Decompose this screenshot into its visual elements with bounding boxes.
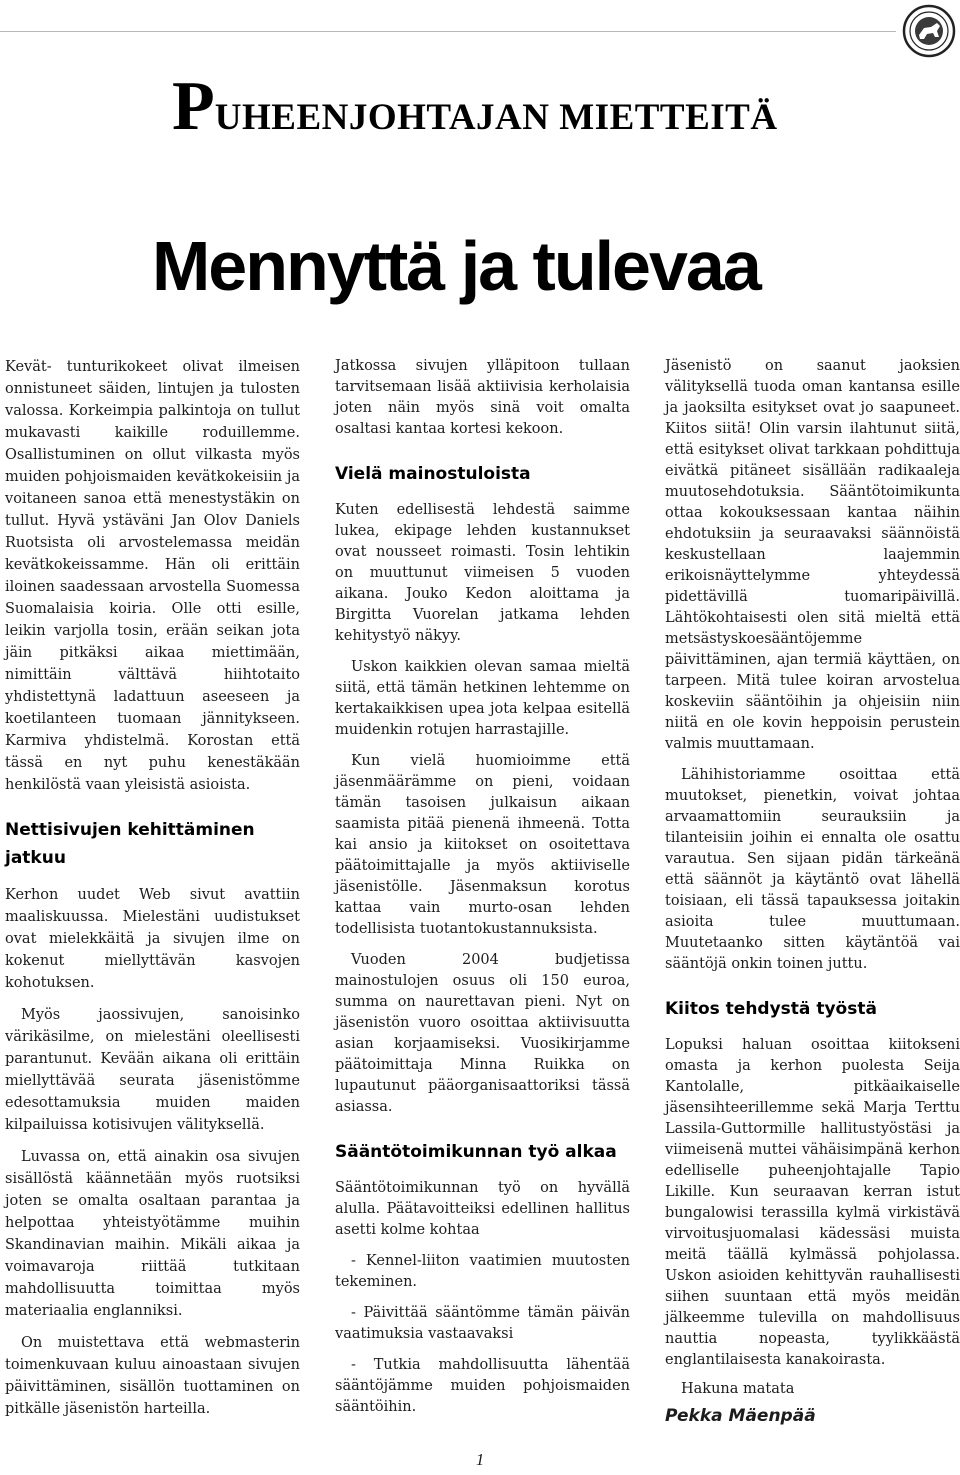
paragraph: Kuten edellisestä lehdestä saimme lukea, ekipage lehden kustannukset ovat nousseet roimasti. Tosin lehtikin on muuttunut viimeisen 5 vuoden aikana. Jouko Kedon aloittama ja Birgitta Vuorelan jatkama lehden kehitystyö näkyy.	[335, 502, 630, 644]
paragraph: On muistettava että webmasterin toimenkuvaan kuluu ainoastaan sivujen päivittäminen, sisällön tuottaminen on pitkälle jäsenistön harteilla.	[5, 1335, 300, 1417]
subheading: Kiitos tehdystä työstä	[665, 999, 877, 1019]
section-heading-initial: P	[172, 68, 215, 145]
paragraph: Kevät- tunturikokeet olivat ilmeisen onnistuneet säiden, lintujen ja tulosten valossa. Korkeimpia palkintoja on tullut mukavasti kaikille roduillemme. Osallistuminen on ollut vilkasta myös muiden pohjoismaiden kevätkokeisiin ja voitaneen sanoa että menestystäkin on tullut. Hyvä ystäväni Jan Olov Daniels Ruotsista oli arvostelemassa meidän kevätkokeissamme. Hän oli erittäin iloinen saadessaan arvostella Suomessa Suomalaisia koiria. Olle otti esille, leikin varjolla tosin, erään seikan jota jäin pitkäksi aikaa miettimään, nimittäin välttävä hiihtotaito yhdistettynä ladattuun aseeseen ja koetilanteen tuomaan jännitykseen. Karmiva yhdistelmä. Korostan että tässä en nyt puhu kenestäkään henkilöstä vaan yleisistä asioista.	[5, 359, 300, 793]
section-heading-rest: UHEENJOHTAJAN MIETTEITÄ	[214, 97, 778, 138]
paragraph: Luvassa on, että ainakin osa sivujen sisällöstä käännetään myös ruotsiksi joten se omalta osaltaan parantaa ja helpottaa yhteistyötämme muihin Skandinavian maihin. Mikäli aikaa ja voimavaroja riittää tutkitaan mahdollisuutta toimittaa myös materiaalia englanniksi.	[5, 1149, 300, 1319]
paragraph: Jatkossa sivujen ylläpitoon tullaan tarvitsemaan lisää aktiivisia kerholaisia joten näin myös sinä voit omalta osaltasi kantaa kortesi kekoon.	[335, 358, 630, 437]
paragraph: - Päivittää sääntömme tämän päivän vaatimuksia vastaavaksi	[335, 1305, 630, 1342]
article-column-2	[335, 356, 630, 1418]
paragraph: Sääntötoimikunnan työ on hyvällä alulla. Päätavoitteiksi edellinen hallitus asetti kolme kohtaa	[335, 1180, 630, 1238]
signature-greeting: Hakuna matata	[681, 1381, 795, 1397]
paragraph: Myös jaossivujen, sanoisinko värikäsilme, on mielestäni oleellisesti parantunut. Kevään aikana oli erittäin miellyttävää seurata jäsenistömme edesottamuksia muiden maiden kilpailuissa kotisivujen välityksellä.	[5, 1007, 300, 1133]
paragraph: - Kennel-liiton vaatimien muutosten tekeminen.	[335, 1253, 630, 1290]
article-column-1	[5, 356, 300, 1420]
paragraph: Lähihistoriamme osoittaa että muutokset, pienetkin, voivat johtaa arvaamattomiin seurauksiin ja tilanteisiin joihin ei ennalta ole osattu varautua. Sen sijaan pidän tärkeänä että säännöt ja käytäntö ovat lähellä toisiaan, eli tässä tapauksessa joitakin asioita tulee muuttumaan. Muutetaanko sitten käytäntöä vai sääntöjä onkin toinen juttu.	[665, 767, 960, 972]
article-column-3	[665, 356, 960, 1427]
paragraph: Jäsenistö on saanut jaoksien välityksellä tuoda oman kantansa esille ja jaoksilta esitykset ovat jo saapuneet. Kiitos siitä! Olin varsin ilahtunut siitä, että esitykset olivat tarkkaan pohdittuja eivätkä pitäneet sisällään radikaaleja muutosehdotuksia. Sääntötoimikunta ottaa kokouksessaan kantaa näihin ehdotuksiin ja seuraavaksi säännöistä keskustellaan laajemmin erikoisnäyttelymme yhteydessä pidettävillä tuomaripäivillä. Lähtökohtaisesti olen sitä mieltä että metsästyskoesääntöjemme päivittäminen, ajan termiä käyttäen, on tarpeen. Mitä tulee koiran arvostelua koskeviin sääntöihin ja ohjeisiin niin niitä en ole kovin heppoisin perustein valmis muuttamaan.	[665, 358, 960, 752]
club-emblem-icon	[902, 4, 956, 58]
signature-name: Pekka Mäenpää	[665, 1406, 816, 1426]
paragraph: Kun vielä huomioimme että jäsenmäärämme on pieni, voidaan tämän tasoisen julkaisun aikaan saamista pitää pienenä ihmeenä. Totta kai ansio ja kiitokset on osoitettava päätoimittajalle ja myös aktiiviselle jäsenistölle. Jäsenmaksun korotus kattaa vain murto-osan lehden todellisista tuotantokustannuksista.	[335, 753, 630, 937]
subheading: Nettisivujen kehittäminen jatkuu	[5, 820, 255, 868]
page-number: 1	[475, 1450, 485, 1469]
subheading: Sääntötoimikunnan työ alkaa	[335, 1142, 617, 1162]
section-heading	[172, 68, 778, 145]
paragraph: Uskon kaikkien olevan samaa mieltä siitä, että tämän hetkinen lehtemme on kertakaikkisen upea jota kelpaa esitellä muidenkin rotujen harrastajille.	[335, 659, 630, 738]
paragraph: Kerhon uudet Web sivut avattiin maaliskuussa. Mielestäni uudistukset ovat mielekkäitä ja sivujen ilme on kokenut miellyttävän kasvojen kohotuksen.	[5, 887, 300, 991]
header-rule	[0, 31, 896, 32]
paragraph: Lopuksi haluan osoittaa kiitokseni omasta ja kerhon puolesta Seija Kantolalle, pitkäaikaiselle jäsensihteerillemme sekä Marja Terttu Lassila-Guttormille hallitustyöstäsi ja viimeisenä muttei vähäisimpänä kerhon edelliselle puheenjohtajalle Tapio Likille. Kun seuraavan kerran istut bungalowisi terassilla kylmä virkistävä virvoitusjuomalasi kädessäsi muista meitä täällä kylmässä pohjolassa. Uskon asioiden kehittyvän rauhallisesti siihen suuntaan että myös meidän jälkeemme tulevilla on mahdollisuus nauttia nopeasta, tyylikkäästä englantilaisesta kanakoirasta.	[665, 1037, 960, 1368]
paragraph: Vuoden 2004 budjetissa mainostulojen osuus oli 150 euroa, summa on naurettavan pieni. Nyt on jäsenistön vuoro osoittaa aktiivisuutta asian korjaamiseksi. Vuosikirjamme päätoimittaja Minna Ruikka on lupautunut pääorganisaattoriksi tässä asiassa.	[335, 952, 630, 1115]
article-title: Mennyttä ja tulevaa	[152, 227, 760, 305]
subheading: Vielä mainostuloista	[335, 464, 531, 484]
paragraph: - Tutkia mahdollisuutta lähentää sääntöjämme muiden pohjoismaiden sääntöihin.	[335, 1357, 630, 1415]
